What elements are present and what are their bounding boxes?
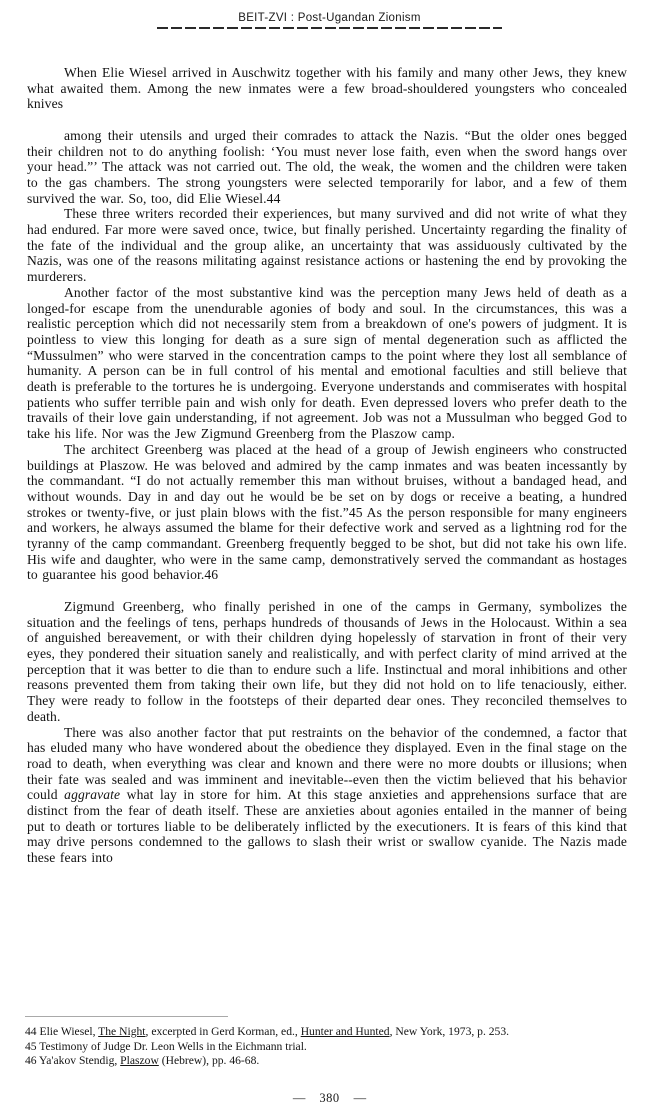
italic-text: aggravate	[64, 787, 121, 803]
text-segment: 46 Ya'akov Stendig,	[25, 1054, 121, 1068]
running-head-title: BEIT-ZVI : Post-Ugandan Zionism	[238, 12, 421, 24]
underlined-title: Plaszow	[120, 1054, 159, 1068]
underlined-title: Hunter and Hunted	[300, 1025, 390, 1039]
text-segment: Another factor of the most substantive kind was the perception many Jews held of death as a longed-for escape from the unendurable agonies of body and soul. In the circumstances, this was a realistic perception which did not necessarily stem from a breakdown of one's powers of judgment. It is pointless to view this longing for death as a sure sign of mental degeneration such as afflicted the “Mussulmen” who were starved in the concentration camps to the point where they lost all semblance of humanity. A person can be in full control of his mental and emotional faculties and still believe that death is preferable to the tortures he is undergoing. Everyone understands and commiserates with hospital patients who suffer terrible pain and wish only for death. Even depressed lovers who prefer death to the travails of their love gain understanding, if not agreement. Job was not a Mussulman who begged God to take his life. Nor was the Jew Zigmund Greenberg from the Plaszow camp.	[27, 284, 627, 442]
text-segment: among their utensils and urged their comrades to attack the Nazis. “But the older ones begged their children not to do anything foolish: ‘You must never lose faith, even when the sword hangs over your head.”’ The attack was not carried out. The old, the weak, the women and the children were taken to the gas chambers. The strong youngsters were selected temporarily for labor, and a few of them survived the war. So, too, did Elie Wiesel.44	[27, 127, 627, 206]
footnote	[25, 1025, 627, 1040]
footer-dash-left: —	[292, 1091, 306, 1105]
page-number: 380	[319, 1091, 340, 1105]
page-body	[0, 29, 659, 866]
underlined-title: The Night	[98, 1025, 146, 1039]
paragraph	[27, 442, 627, 583]
paragraph	[27, 65, 627, 112]
footnote	[25, 1040, 627, 1055]
text-segment: When Elie Wiesel arrived in Auschwitz together with his family and many other Jews, they knew what awaited them. Among the new inmates were a few broad-shouldered youngsters who concealed knives	[27, 65, 627, 112]
paragraph	[27, 206, 627, 285]
footnote-divider	[25, 1016, 228, 1017]
footnote	[25, 1054, 627, 1069]
footnote-area	[0, 1016, 659, 1069]
paragraph	[27, 725, 627, 866]
paragraph	[27, 128, 627, 207]
text-segment: what lay in store for him. At this stage anxieties and apprehensions surface that are distinct from the fear of death itself. These are anxieties about agonies entailed in the manner of being put to death or tortures liable to be deliberately inflicted by the executioners. It is fears of this kind that may drive persons condemned to the gallows to slash their wrist or swallow cyanide. The Nazis made these fears into	[27, 787, 628, 866]
text-segment: The architect Greenberg was placed at the head of a group of Jewish engineers who constructed buildings at Plaszow. He was beloved and admired by the camp inmates and was beaten incessantly by the commandant. “I do not actually remember this man without bruises, without a bandaged head, and without wounds. Day in and day out he would be be set on by dogs or receive a beating, a hundred strokes or twenty-five, or just plain blows with the fist.”45 As the person responsible for many engineers and workers, he always assumed the blame for their defective work and served as a lightning rod for the tyranny of the camp commandant. Greenberg frequently begged to be shot, but did not take his own life. His wife and daughter, who were in the same camp, demonstratively served the commandant as hostages to guarantee his good behavior.46	[27, 441, 627, 583]
paragraph	[27, 285, 627, 442]
text-segment: There was also another factor that put restraints on the behavior of the condemned, a factor that has eluded many who have wondered about the obedience they displayed. Even in the final stage on the road to death, when everything was clear and known and there were no more doubts or illusions; when their fate was sealed and was imminent and inevitable--even then the victim believed that his behavior could	[27, 724, 627, 803]
text-segment: 45 Testimony of Judge Dr. Leon Wells in the Eichmann trial.	[25, 1039, 307, 1053]
text-segment: These three writers recorded their experiences, but many survived and did not write of what they had endured. Far more were saved once, twice, but finally perished. Uncertainty regarding the finality of the fate of the individual and the group alike, an uncertainty that was assiduously cultivated by the Nazis, was one of the reasons militating against resistance actions or hastening the end by provoking the murderers.	[27, 206, 627, 285]
text-segment: (Hebrew), pp. 46-68.	[158, 1054, 260, 1068]
page-header	[0, 0, 659, 29]
text-segment: , New York, 1973, p. 253.	[389, 1025, 510, 1039]
paragraph	[27, 599, 627, 725]
text-segment: , excerpted in Gerd Korman, ed.,	[145, 1025, 301, 1039]
text-segment: Zigmund Greenberg, who finally perished in one of the camps in Germany, symbolizes the situation and the feelings of tens, perhaps hundreds of thousands of Jews in the Holocaust. Within a sea of anguished bereavement, or with their children dying hopelessly of starvation in front of their very eyes, they pondered their situation sanely and realistically, and with perfect clarity of mind arrived at the perception that it was better to die than to endure such a life. Instinctual and moral inhibitions and other reasons prevented them from taking their own life, but they did not hold on to life tenaciously, either. They were ready to follow in the footsteps of their departed dear ones. They reconciled themselves to death.	[27, 598, 627, 724]
footnotes-list	[25, 1025, 627, 1069]
page-footer	[0, 1091, 659, 1106]
text-segment: 44 Elie Wiesel,	[25, 1025, 99, 1039]
footer-dash-right: —	[353, 1091, 367, 1105]
